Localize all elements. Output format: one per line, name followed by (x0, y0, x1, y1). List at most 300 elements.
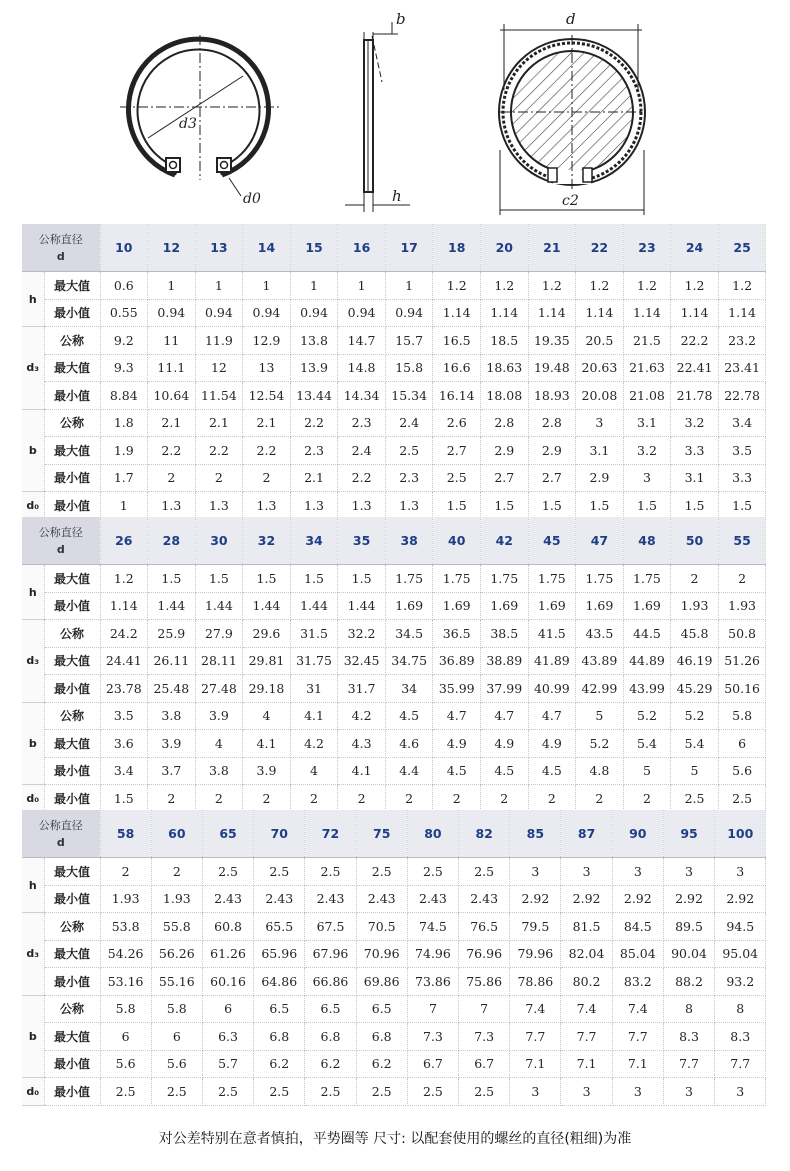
table-row (22, 1050, 766, 1078)
table-row (22, 1023, 766, 1051)
value-cell: 5.8 (718, 702, 766, 730)
value-cell: 2.4 (338, 437, 386, 465)
value-cell: 1.2 (623, 272, 671, 300)
value-cell: 3.7 (148, 757, 196, 785)
group-label-d0: d₀ (22, 1078, 44, 1106)
value-cell: 20.08 (576, 382, 624, 410)
value-cell: 1.9 (100, 437, 148, 465)
size-header-cell: 28 (148, 517, 196, 565)
value-cell: 6 (100, 1023, 151, 1051)
value-cell: 2.92 (715, 885, 766, 913)
value-cell: 22.41 (671, 354, 719, 382)
value-cell: 2 (151, 858, 202, 886)
value-cell: 3.9 (195, 702, 243, 730)
value-cell: 1.93 (718, 592, 766, 620)
size-header-cell: 24 (671, 224, 719, 272)
value-cell: 6.2 (254, 1050, 305, 1078)
table-row (22, 272, 766, 300)
value-cell: 1.5 (148, 565, 196, 593)
value-cell: 45.8 (671, 620, 719, 648)
value-cell: 0.94 (243, 299, 291, 327)
size-header-cell: 16 (338, 224, 386, 272)
value-cell: 2.5 (356, 1078, 407, 1106)
value-cell: 51.26 (718, 647, 766, 675)
value-cell: 89.5 (663, 913, 714, 941)
value-cell: 2.5 (671, 785, 719, 813)
value-cell: 2 (433, 785, 481, 813)
c2-label: c2 (562, 193, 579, 209)
table-row (22, 785, 766, 813)
size-header-cell: 18 (433, 224, 481, 272)
value-cell: 1 (148, 272, 196, 300)
value-cell: 44.89 (623, 647, 671, 675)
size-header-cell: 65 (202, 810, 253, 858)
value-cell: 13.9 (290, 354, 338, 382)
value-cell: 7.7 (612, 1023, 663, 1051)
value-cell: 14.34 (338, 382, 386, 410)
value-cell: 4.9 (528, 730, 576, 758)
value-cell: 1.93 (100, 885, 151, 913)
value-cell: 75.86 (459, 968, 510, 996)
ring-front-view (120, 35, 280, 196)
value-cell: 2 (528, 785, 576, 813)
value-cell: 95.04 (715, 940, 766, 968)
size-header-cell: 12 (148, 224, 196, 272)
value-cell: 93.2 (715, 968, 766, 996)
value-cell: 2 (148, 464, 196, 492)
value-cell: 4.3 (338, 730, 386, 758)
row-label: 最小值 (44, 592, 100, 620)
value-cell: 42.99 (576, 675, 624, 703)
table-row (22, 565, 766, 593)
value-cell: 6.2 (356, 1050, 407, 1078)
value-cell: 4.2 (338, 702, 386, 730)
size-header-cell: 47 (576, 517, 624, 565)
value-cell: 23.41 (718, 354, 766, 382)
value-cell: 1.2 (433, 272, 481, 300)
value-cell: 1.2 (100, 565, 148, 593)
value-cell: 94.5 (715, 913, 766, 941)
value-cell: 2.6 (433, 409, 481, 437)
value-cell: 2.7 (433, 437, 481, 465)
value-cell: 16.14 (433, 382, 481, 410)
table-row (22, 757, 766, 785)
value-cell: 2.9 (528, 437, 576, 465)
value-cell: 2 (100, 858, 151, 886)
value-cell: 1.3 (338, 492, 386, 520)
value-cell: 74.96 (407, 940, 458, 968)
value-cell: 6.8 (254, 1023, 305, 1051)
value-cell: 55.8 (151, 913, 202, 941)
size-header-cell: 90 (612, 810, 663, 858)
value-cell: 1.2 (481, 272, 529, 300)
value-cell: 2.5 (305, 1078, 356, 1106)
group-label-b: b (22, 702, 44, 785)
value-cell: 2.92 (663, 885, 714, 913)
value-cell: 4.4 (385, 757, 433, 785)
value-cell: 0.94 (385, 299, 433, 327)
value-cell: 3 (561, 1078, 612, 1106)
value-cell: 1.5 (671, 492, 719, 520)
value-cell: 3 (561, 858, 612, 886)
value-cell: 3 (715, 858, 766, 886)
value-cell: 2.1 (243, 409, 291, 437)
value-cell: 1.93 (151, 885, 202, 913)
size-header-cell: 22 (576, 224, 624, 272)
size-header-cell: 20 (481, 224, 529, 272)
value-cell: 1.3 (195, 492, 243, 520)
size-header-cell: 32 (243, 517, 291, 565)
value-cell: 2.9 (576, 464, 624, 492)
row-label: 最大值 (44, 647, 100, 675)
value-cell: 5.6 (151, 1050, 202, 1078)
row-label: 最大值 (44, 1023, 100, 1051)
value-cell: 2.8 (528, 409, 576, 437)
value-cell: 1.14 (671, 299, 719, 327)
table-row (22, 354, 766, 382)
value-cell: 1.14 (718, 299, 766, 327)
value-cell: 2.43 (202, 885, 253, 913)
size-header-cell: 72 (305, 810, 356, 858)
value-cell: 2.3 (338, 409, 386, 437)
value-cell: 24.41 (100, 647, 148, 675)
table-row (22, 437, 766, 465)
value-cell: 31.5 (290, 620, 338, 648)
value-cell: 0.94 (148, 299, 196, 327)
value-cell: 0.6 (100, 272, 148, 300)
value-cell: 3 (612, 858, 663, 886)
value-cell: 11.9 (195, 327, 243, 355)
header-corner (22, 517, 100, 565)
table-row (22, 647, 766, 675)
value-cell: 5.6 (718, 757, 766, 785)
value-cell: 2.43 (407, 885, 458, 913)
table-row (22, 858, 766, 886)
ring-on-shaft-view (499, 24, 645, 215)
value-cell: 18.63 (481, 354, 529, 382)
value-cell: 1.69 (576, 592, 624, 620)
footer-note: 对公差特别在意者慎拍，平势圈等 尺寸: 以配套使用的螺丝的直径(粗细)为准 (158, 1131, 632, 1147)
value-cell: 1.44 (148, 592, 196, 620)
value-cell: 12 (195, 354, 243, 382)
value-cell: 2.5 (459, 858, 510, 886)
value-cell: 5.6 (100, 1050, 151, 1078)
value-cell: 38.5 (481, 620, 529, 648)
value-cell: 65.5 (254, 913, 305, 941)
value-cell: 3 (576, 409, 624, 437)
value-cell: 4.7 (528, 702, 576, 730)
value-cell: 8.84 (100, 382, 148, 410)
table-row (22, 995, 766, 1023)
value-cell: 15.7 (385, 327, 433, 355)
value-cell: 6.5 (356, 995, 407, 1023)
group-label-h: h (22, 858, 44, 913)
value-cell: 4.5 (385, 702, 433, 730)
value-cell: 46.19 (671, 647, 719, 675)
value-cell: 2.4 (385, 409, 433, 437)
value-cell: 2.5 (407, 858, 458, 886)
value-cell: 2.43 (459, 885, 510, 913)
value-cell: 2.1 (290, 464, 338, 492)
value-cell: 27.48 (195, 675, 243, 703)
value-cell: 40.99 (528, 675, 576, 703)
value-cell: 8 (715, 995, 766, 1023)
size-header-cell: 30 (195, 517, 243, 565)
value-cell: 2.5 (459, 1078, 510, 1106)
table-row (22, 492, 766, 520)
value-cell: 3.2 (671, 409, 719, 437)
value-cell: 2.5 (151, 1078, 202, 1106)
size-header-cell: 25 (718, 224, 766, 272)
table-row (22, 382, 766, 410)
value-cell: 19.35 (528, 327, 576, 355)
table-row (22, 675, 766, 703)
value-cell: 1.3 (148, 492, 196, 520)
table-row (22, 968, 766, 996)
value-cell: 2.1 (195, 409, 243, 437)
group-label-d3: d₃ (22, 913, 44, 996)
value-cell: 76.5 (459, 913, 510, 941)
value-cell: 3 (663, 1078, 714, 1106)
value-cell: 67.96 (305, 940, 356, 968)
value-cell: 3 (612, 1078, 663, 1106)
size-header-cell: 26 (100, 517, 148, 565)
value-cell: 1.5 (718, 492, 766, 520)
value-cell: 3.5 (100, 702, 148, 730)
value-cell: 6.3 (202, 1023, 253, 1051)
value-cell: 4.7 (433, 702, 481, 730)
size-header-cell: 55 (718, 517, 766, 565)
value-cell: 2.5 (254, 858, 305, 886)
value-cell: 1.93 (671, 592, 719, 620)
value-cell: 4.5 (528, 757, 576, 785)
value-cell: 2 (243, 464, 291, 492)
value-cell: 1 (290, 272, 338, 300)
value-cell: 23.2 (718, 327, 766, 355)
value-cell: 4.7 (481, 702, 529, 730)
group-label-h: h (22, 565, 44, 620)
value-cell: 29.6 (243, 620, 291, 648)
ring-diagram (0, 0, 790, 222)
row-label: 最小值 (44, 299, 100, 327)
nominal-diameter-symbol: d (56, 542, 65, 556)
value-cell: 7.1 (612, 1050, 663, 1078)
value-cell: 60.8 (202, 913, 253, 941)
value-cell: 5 (671, 757, 719, 785)
value-cell: 2.7 (481, 464, 529, 492)
value-cell: 25.48 (148, 675, 196, 703)
value-cell: 82.04 (561, 940, 612, 968)
value-cell: 1.44 (195, 592, 243, 620)
value-cell: 5 (623, 757, 671, 785)
value-cell: 1.5 (623, 492, 671, 520)
group-label-d0: d₀ (22, 785, 44, 813)
row-label: 最大值 (44, 272, 100, 300)
spec-table (22, 517, 766, 813)
value-cell: 36.89 (433, 647, 481, 675)
value-cell: 2 (148, 785, 196, 813)
value-cell: 3.3 (718, 464, 766, 492)
table-row (22, 702, 766, 730)
value-cell: 1.5 (576, 492, 624, 520)
value-cell: 4 (195, 730, 243, 758)
value-cell: 8.3 (715, 1023, 766, 1051)
value-cell: 1.5 (528, 492, 576, 520)
row-label: 最小值 (44, 885, 100, 913)
value-cell: 1.2 (576, 272, 624, 300)
value-cell: 10.64 (148, 382, 196, 410)
value-cell: 50.8 (718, 620, 766, 648)
header-corner (22, 224, 100, 272)
value-cell: 32.45 (338, 647, 386, 675)
value-cell: 2.2 (290, 409, 338, 437)
value-cell: 11.1 (148, 354, 196, 382)
value-cell: 7.1 (510, 1050, 561, 1078)
value-cell: 3.5 (718, 437, 766, 465)
value-cell: 67.5 (305, 913, 356, 941)
size-header-cell: 82 (459, 810, 510, 858)
value-cell: 3.2 (623, 437, 671, 465)
value-cell: 44.5 (623, 620, 671, 648)
value-cell: 3.1 (623, 409, 671, 437)
header-corner (22, 810, 100, 858)
value-cell: 1 (195, 272, 243, 300)
value-cell: 1.75 (433, 565, 481, 593)
value-cell: 20.63 (576, 354, 624, 382)
value-cell: 35.99 (433, 675, 481, 703)
value-cell: 69.86 (356, 968, 407, 996)
value-cell: 0.94 (290, 299, 338, 327)
value-cell: 2.43 (254, 885, 305, 913)
row-label: 最小值 (44, 785, 100, 813)
value-cell: 22.2 (671, 327, 719, 355)
value-cell: 1.75 (385, 565, 433, 593)
value-cell: 2 (195, 785, 243, 813)
value-cell: 1.14 (528, 299, 576, 327)
value-cell: 4.6 (385, 730, 433, 758)
value-cell: 1 (243, 272, 291, 300)
table-row (22, 327, 766, 355)
value-cell: 1.69 (481, 592, 529, 620)
value-cell: 2.92 (510, 885, 561, 913)
value-cell: 4.9 (433, 730, 481, 758)
row-label: 最大值 (44, 437, 100, 465)
value-cell: 7 (407, 995, 458, 1023)
group-label-d0: d₀ (22, 492, 44, 520)
value-cell: 3.8 (148, 702, 196, 730)
value-cell: 27.9 (195, 620, 243, 648)
value-cell: 1.14 (623, 299, 671, 327)
value-cell: 26.11 (148, 647, 196, 675)
value-cell: 5.4 (671, 730, 719, 758)
value-cell: 3.4 (718, 409, 766, 437)
value-cell: 3.6 (100, 730, 148, 758)
value-cell: 2.5 (385, 437, 433, 465)
row-label: 最大值 (44, 940, 100, 968)
value-cell: 7.3 (407, 1023, 458, 1051)
value-cell: 21.08 (623, 382, 671, 410)
value-cell: 4.1 (338, 757, 386, 785)
value-cell: 5.7 (202, 1050, 253, 1078)
value-cell: 14.7 (338, 327, 386, 355)
value-cell: 31.7 (338, 675, 386, 703)
value-cell: 5.2 (623, 702, 671, 730)
value-cell: 2 (385, 785, 433, 813)
size-header-cell: 14 (243, 224, 291, 272)
value-cell: 6.5 (254, 995, 305, 1023)
value-cell: 21.5 (623, 327, 671, 355)
row-label: 最小值 (44, 464, 100, 492)
value-cell: 2.43 (356, 885, 407, 913)
spec-table (22, 810, 766, 1106)
value-cell: 1 (100, 492, 148, 520)
value-cell: 54.26 (100, 940, 151, 968)
value-cell: 4.1 (243, 730, 291, 758)
size-header-cell: 45 (528, 517, 576, 565)
value-cell: 2.92 (612, 885, 663, 913)
value-cell: 81.5 (561, 913, 612, 941)
value-cell: 4.9 (481, 730, 529, 758)
value-cell: 29.81 (243, 647, 291, 675)
value-cell: 41.89 (528, 647, 576, 675)
group-label-b: b (22, 409, 44, 492)
value-cell: 6.8 (356, 1023, 407, 1051)
row-label: 最小值 (44, 382, 100, 410)
value-cell: 1.5 (243, 565, 291, 593)
size-header-cell: 13 (195, 224, 243, 272)
value-cell: 79.5 (510, 913, 561, 941)
value-cell: 1.5 (481, 492, 529, 520)
value-cell: 6.5 (305, 995, 356, 1023)
value-cell: 4.2 (290, 730, 338, 758)
value-cell: 37.99 (481, 675, 529, 703)
value-cell: 1.69 (528, 592, 576, 620)
value-cell: 2 (338, 785, 386, 813)
value-cell: 2.5 (433, 464, 481, 492)
value-cell: 3 (510, 858, 561, 886)
size-header-cell: 60 (151, 810, 202, 858)
value-cell: 38.89 (481, 647, 529, 675)
size-header-cell: 10 (100, 224, 148, 272)
group-label-b: b (22, 995, 44, 1078)
row-label: 公称 (44, 620, 100, 648)
value-cell: 7.7 (715, 1050, 766, 1078)
value-cell: 53.8 (100, 913, 151, 941)
value-cell: 7.4 (612, 995, 663, 1023)
value-cell: 7 (459, 995, 510, 1023)
value-cell: 2.5 (202, 1078, 253, 1106)
group-label-d3: d₃ (22, 327, 44, 410)
value-cell: 31.75 (290, 647, 338, 675)
value-cell: 34 (385, 675, 433, 703)
value-cell: 5 (576, 702, 624, 730)
value-cell: 1.7 (100, 464, 148, 492)
value-cell: 1.75 (576, 565, 624, 593)
row-label: 最大值 (44, 730, 100, 758)
row-label: 公称 (44, 702, 100, 730)
value-cell: 56.26 (151, 940, 202, 968)
value-cell: 1.3 (290, 492, 338, 520)
value-cell: 6 (151, 1023, 202, 1051)
value-cell: 3.9 (148, 730, 196, 758)
row-label: 最小值 (44, 492, 100, 520)
value-cell: 5.8 (100, 995, 151, 1023)
value-cell: 29.18 (243, 675, 291, 703)
value-cell: 13 (243, 354, 291, 382)
value-cell: 7.3 (459, 1023, 510, 1051)
d3-label: d3 (179, 116, 197, 132)
value-cell: 7.1 (561, 1050, 612, 1078)
